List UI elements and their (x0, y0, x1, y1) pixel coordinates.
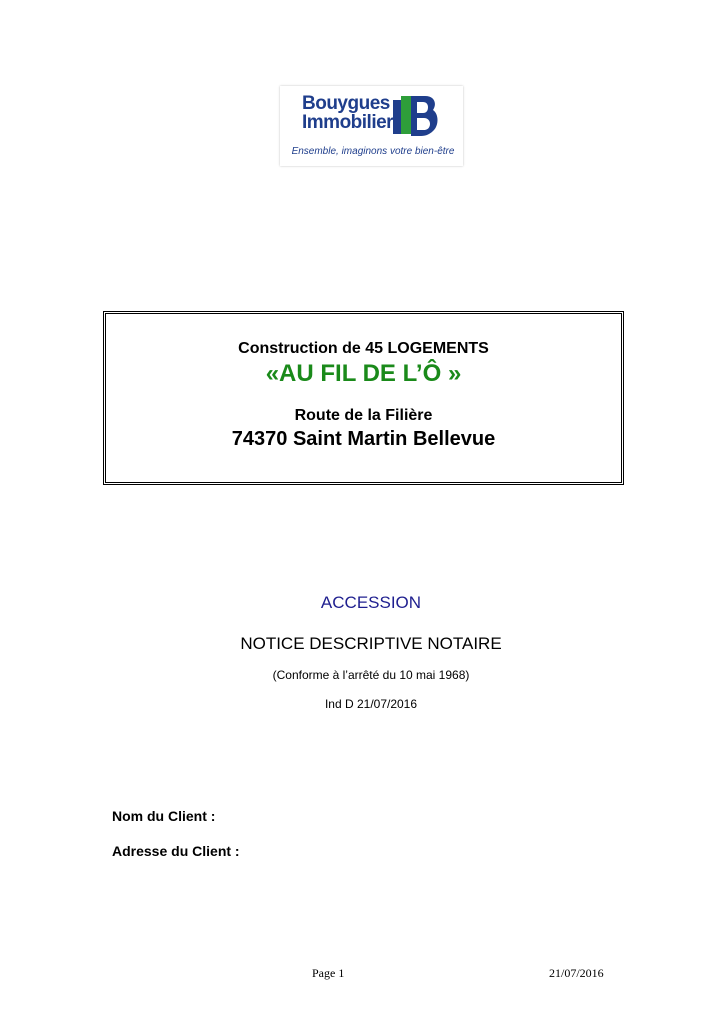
logo-brand-name (302, 94, 393, 132)
logo-brand-line2: Immobilier (302, 112, 394, 133)
notice-title: NOTICE DESCRIPTIVE NOTAIRE (240, 634, 502, 653)
city-address: 74370 Saint Martin Bellevue (231, 428, 496, 450)
client-name-label: Nom du Client : (112, 808, 216, 824)
company-logo (280, 86, 463, 166)
project-name: «AU FIL DE L’Ô » (265, 360, 462, 387)
conformity-note: (Conforme à l’arrêté du 10 mai 1968) (272, 668, 470, 682)
revision-index: Ind D 21/07/2016 (324, 697, 418, 711)
footer-date: 21/07/2016 (549, 966, 604, 980)
logo-brand-line1: Bouygues (302, 93, 390, 114)
logo-tagline: Ensemble, imaginons votre bien-être (291, 146, 455, 157)
logo-b-mark-icon (393, 96, 439, 138)
footer-page-number: Page 1 (312, 966, 345, 980)
construction-title: Construction de 45 LOGEMENTS (238, 340, 489, 357)
accession-heading: ACCESSION (320, 593, 422, 612)
client-address-label: Adresse du Client : (112, 843, 240, 859)
street-address: Route de la Filière (294, 407, 433, 424)
title-box (103, 311, 624, 485)
